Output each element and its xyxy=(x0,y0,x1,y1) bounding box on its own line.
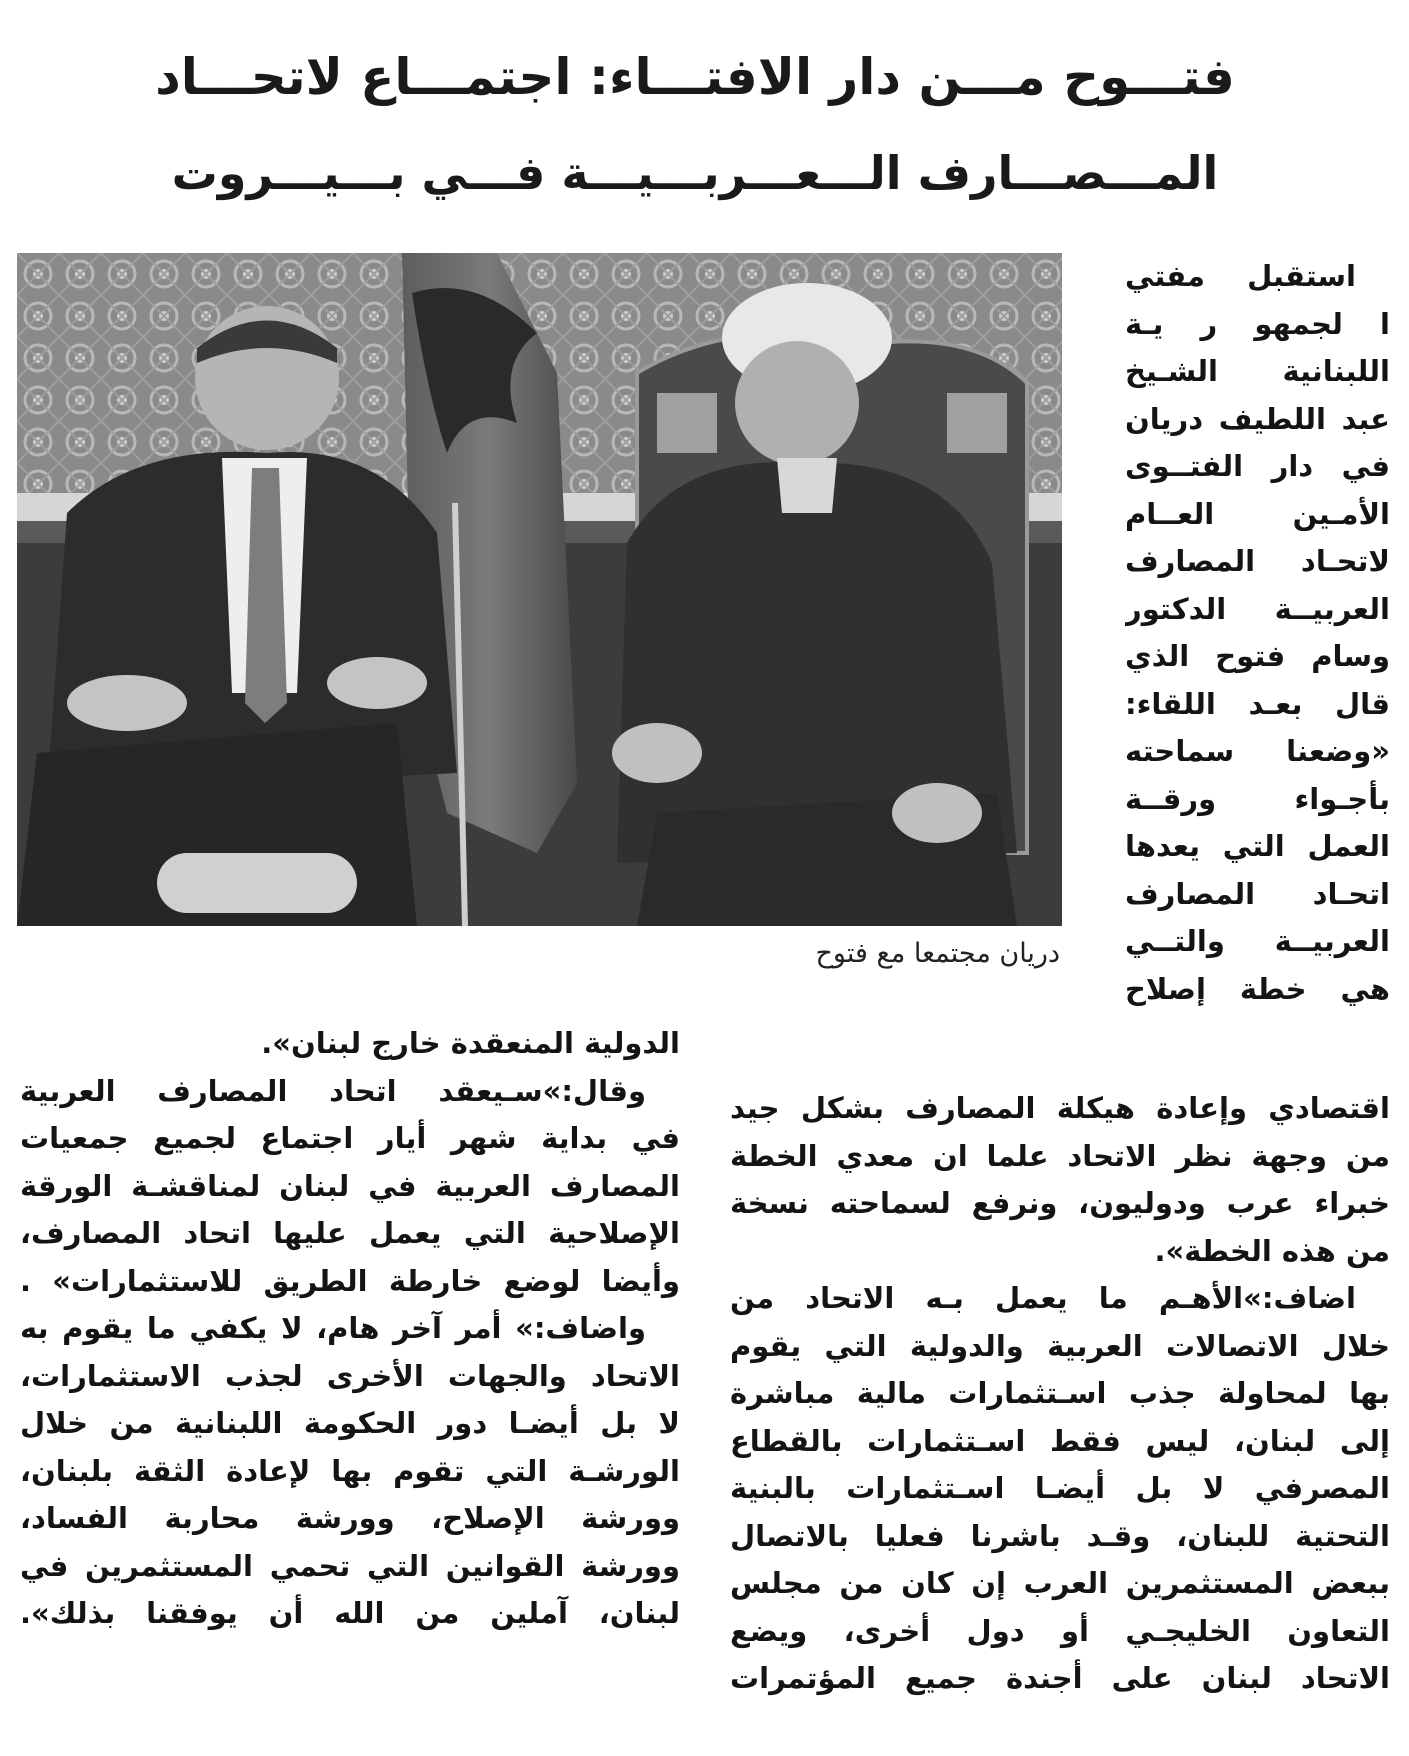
article-column-top-right xyxy=(1125,253,1390,1013)
text-line: التعاون الخليجـي أو دول أخرى، ويضع xyxy=(730,1613,1390,1648)
article-column-left xyxy=(20,1020,680,1638)
photo-illustration xyxy=(17,253,1062,926)
text-line: من هذه الخطة». xyxy=(1154,1233,1390,1268)
text-line: من وجهة نظر الاتحاد علما ان معدي الخطة xyxy=(730,1138,1390,1173)
text-line: الورشـة التي تقوم بها لإعادة الثقة بلبنان، xyxy=(20,1453,680,1488)
text-line: عبد اللطيف دريان xyxy=(1125,401,1390,436)
text-line: بها لمحاولة جذب اسـتثمارات مالية مباشرة xyxy=(730,1376,1390,1410)
text-line: خبراء عرب ودوليون، ونرفع لسماحته نسخة xyxy=(730,1186,1390,1220)
text-line: اتحـاد المصارف xyxy=(1125,876,1390,911)
text-line: وسام فتوح الذي xyxy=(1125,639,1390,673)
text-line: هي خطة إصلاح xyxy=(1125,971,1390,1006)
text-line: لاتحـاد المصارف xyxy=(1125,544,1390,578)
text-line: قال بعـد اللقاء: xyxy=(1125,686,1390,721)
text-line: العمل التي يعدها xyxy=(1125,829,1390,863)
text-line: وورشة الإصلاح، وورشة محاربة الفساد، xyxy=(20,1501,680,1535)
text-line: المصرفي لا بل أيضـا اسـتثمارات بالبنية xyxy=(730,1471,1390,1505)
text-line: وأيضا لوضع خارطة الطريق للاستثمارات» . xyxy=(20,1263,680,1298)
text-line: في بداية شهر أيار اجتماع لجميع جمعيات xyxy=(20,1121,680,1155)
headline-line-1: فتـــوح مـــن دار الافتـــاء: اجتمـــاع لاتحـــاد xyxy=(155,48,1235,106)
text-line: الاتحاد لبنان على أجندة جميع المؤتمرات xyxy=(730,1661,1390,1695)
text-line: الأمـين العــام xyxy=(1125,496,1390,531)
text-line: استقبل مفتي xyxy=(1125,259,1356,293)
text-line: وقال:»سـيعقد اتحاد المصارف العربية xyxy=(20,1073,646,1108)
text-line: الإصلاحية التي يعمل عليها اتحاد المصارف، xyxy=(20,1216,680,1250)
text-line: لبنان، آملين من الله أن يوفقنا بذلك». xyxy=(20,1596,680,1630)
text-line: اللبنانية الشـيخ xyxy=(1125,354,1390,388)
text-line: «وضعنا سماحته xyxy=(1125,734,1390,768)
text-line: واضاف:» أمر آخر هام، لا يكفي ما يقوم به xyxy=(20,1311,646,1345)
text-line: إلى لبنان، ليس فقط اسـتثمارات بالقطاع xyxy=(730,1423,1390,1458)
text-line: في دار الفتــوى xyxy=(1125,449,1390,483)
text-line: بأجـواء ورقــة xyxy=(1125,781,1390,816)
text-line: لا بل أيضـا دور الحكومة اللبنانية من خلال xyxy=(20,1406,680,1440)
text-line: المصارف العربية في لبنان لمناقشـة الورقة xyxy=(20,1168,680,1203)
article-column-bottom-right xyxy=(730,1085,1390,1703)
photo-caption: دريان مجتمعا مع فتوح xyxy=(815,938,1060,969)
text-line: الدولية المنعقدة خارج لبنان». xyxy=(261,1026,680,1060)
headline-line-2: المـــصـــارف الـــعـــربـــيـــة فـــي بـــيـــروت xyxy=(171,146,1219,200)
text-line: العربيــة الدكتور xyxy=(1125,591,1390,626)
text-line: ا لجمهو ر يـة xyxy=(1125,306,1390,341)
text-line: ببعض المستثمرين العرب إن كان من مجلس xyxy=(730,1566,1390,1600)
text-line: اقتصادي وإعادة هيكلة المصارف بشكل جيد xyxy=(730,1091,1390,1125)
text-line: خلال الاتصالات العربية والدولية التي يقوم xyxy=(730,1328,1390,1363)
text-line: التحتية للبنان، وقـد باشرنا فعليا بالاتصال xyxy=(730,1518,1390,1553)
text-line: وورشة القوانين التي تحمي المستثمرين في xyxy=(20,1548,680,1583)
text-line: العربيــة والتــي xyxy=(1125,924,1390,958)
text-line: الاتحاد والجهات الأخرى لجذب الاستثمارات، xyxy=(20,1358,680,1393)
text-line: اضاف:»الأهـم ما يعمل بـه الاتحاد من xyxy=(730,1281,1356,1315)
news-photo xyxy=(17,253,1062,926)
